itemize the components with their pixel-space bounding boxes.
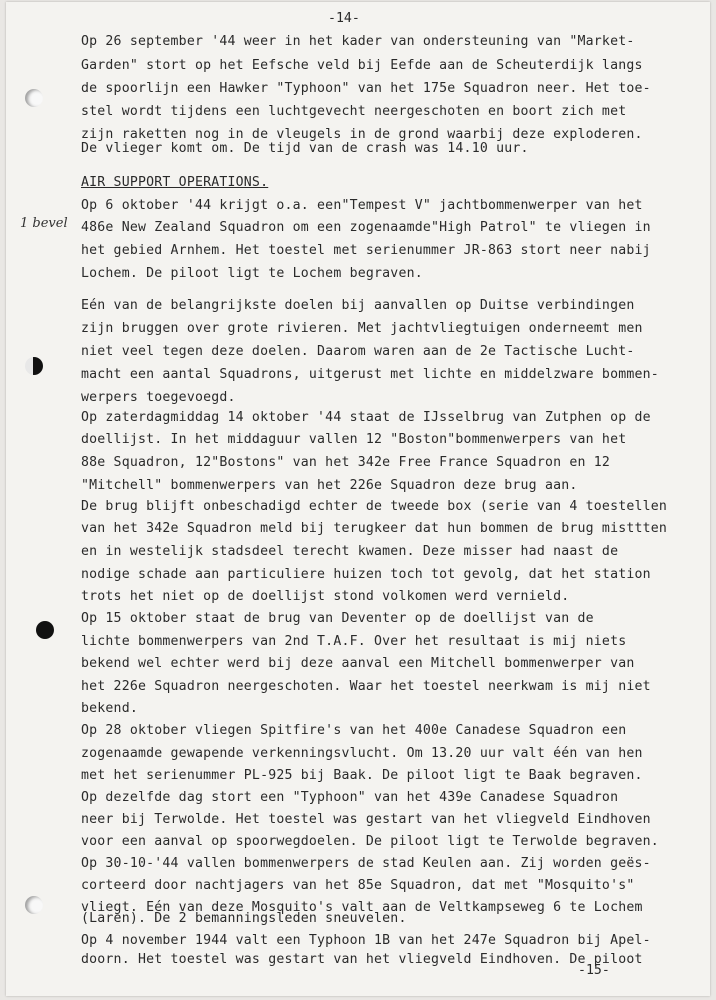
text-line: doellijst. In het middaguur vallen 12 "Boston"bommenwerpers van het	[81, 432, 627, 447]
page-number-footer: -15-	[578, 963, 610, 978]
text-line: van het 342e Squadron meld bij terugkeer dat hun bommen de brug misttten	[81, 521, 668, 536]
text-line: Op zaterdagmiddag 14 oktober '44 staat de IJsselbrug van Zutphen op de	[81, 410, 651, 425]
text-line: bekend wel echter werd bij deze aanval een Mitchell bommenwerper van	[81, 656, 635, 671]
text-line: nodige schade aan particuliere huizen toch tot gevolg, dat het station	[81, 567, 651, 582]
text-line: corteerd door nachtjagers van het 85e Squadron, dat met "Mosquito's"	[81, 878, 635, 893]
text-line: voor een aanval op spoorwegdoelen. De piloot ligt te Terwolde begraven.	[81, 834, 659, 849]
text-line: Op 28 oktober vliegen Spitfire's van het 400e Canadese Squadron een	[81, 723, 627, 738]
text-line: Op 6 oktober '44 krijgt o.a. een"Tempest V" jachtbommenwerper van het	[81, 198, 643, 213]
text-line: Op 30-10-'44 vallen bommenwerpers de stad Keulen aan. Zij worden geës-	[81, 856, 651, 871]
text-line: 88e Squadron, 12"Bostons" van het 342e Free France Squadron en 12	[81, 455, 611, 470]
text-line: en in westelijk stadsdeel terecht kwamen. Deze misser had naast de	[81, 544, 619, 559]
text-line: (Laren). De 2 bemanningsleden sneuvelen.	[81, 911, 407, 926]
text-line: Eén van de belangrijkste doelen bij aanvallen op Duitse verbindingen	[81, 298, 635, 313]
section-heading: AIR SUPPORT OPERATIONS.	[81, 175, 269, 190]
text-line: Op 26 september '44 weer in het kader van ondersteuning van "Market-	[81, 34, 635, 49]
text-line: Op 15 oktober staat de brug van Deventer op de doellijst van de	[81, 611, 594, 626]
text-line: De brug blijft onbeschadigd echter de tweede box (serie van 4 toestellen	[81, 499, 668, 514]
text-line: zogenaamde gewapende verkenningsvlucht. Om 13.20 uur valt één van hen	[81, 746, 643, 761]
text-line: met het serienummer PL-925 bij Baak. De piloot ligt te Baak begraven.	[81, 768, 643, 783]
text-line: 486e New Zealand Squadron om een zogenaamde"High Patrol" te vliegen in	[81, 220, 651, 235]
text-line: neer bij Terwolde. Het toestel was gestart van het vliegveld Eindhoven	[81, 812, 651, 827]
text-line: stel wordt tijdens een luchtgevecht neergeschoten en boort zich met	[81, 104, 627, 119]
text-line: Op 4 november 1944 valt een Typhoon 1B van het 247e Squadron bij Apel-	[81, 933, 651, 948]
text-line: lichte bommenwerpers van 2nd T.A.F. Over het resultaat is mij niets	[81, 634, 627, 649]
text-line: vliegt. Eén van deze Mosquito's valt aan de Veltkampseweg 6 te Lochem	[81, 900, 643, 915]
text-line: macht een aantal Squadrons, uitgerust met lichte en middelzware bommen-	[81, 367, 659, 382]
text-line: zijn bruggen over grote rivieren. Met jachtvliegtuigen onderneemt men	[81, 321, 643, 336]
text-line: het 226e Squadron neergeschoten. Waar het toestel neerkwam is mij niet	[81, 679, 651, 694]
text-line: "Mitchell" bommenwerpers van het 226e Squadron deze brug aan.	[81, 478, 578, 493]
handwritten-margin-note: 1 bevel	[20, 216, 68, 231]
text-line: Garden" stort op het Eefsche veld bij Eefde aan de Scheuterdijk langs	[81, 58, 643, 73]
text-line: niet veel tegen deze doelen. Daarom waren aan de 2e Tactische Lucht-	[81, 344, 635, 359]
text-line: werpers toegevoegd.	[81, 390, 236, 405]
text-line: de spoorlijn een Hawker "Typhoon" van het 175e Squadron neer. Het toe-	[81, 81, 651, 96]
text-line: doorn. Het toestel was gestart van het vliegveld Eindhoven. De piloot	[81, 952, 643, 967]
text-line: De vlieger komt om. De tijd van de crash was 14.10 uur.	[81, 141, 529, 156]
text-line: bekend.	[81, 701, 138, 716]
text-line: Lochem. De piloot ligt te Lochem begraven.	[81, 266, 423, 281]
text-line: Op dezelfde dag stort een "Typhoon" van het 439e Canadese Squadron	[81, 790, 619, 805]
text-line: trots het niet op de doellijst stond volkomen werd vernield.	[81, 589, 570, 604]
text-line: het gebied Arnhem. Het toestel met serienummer JR-863 stort neer nabij	[81, 243, 651, 258]
text-line: zijn raketten nog in de vleugels in de grond waarbij deze exploderen.	[81, 127, 643, 142]
page-number-header: -14-	[328, 11, 360, 26]
